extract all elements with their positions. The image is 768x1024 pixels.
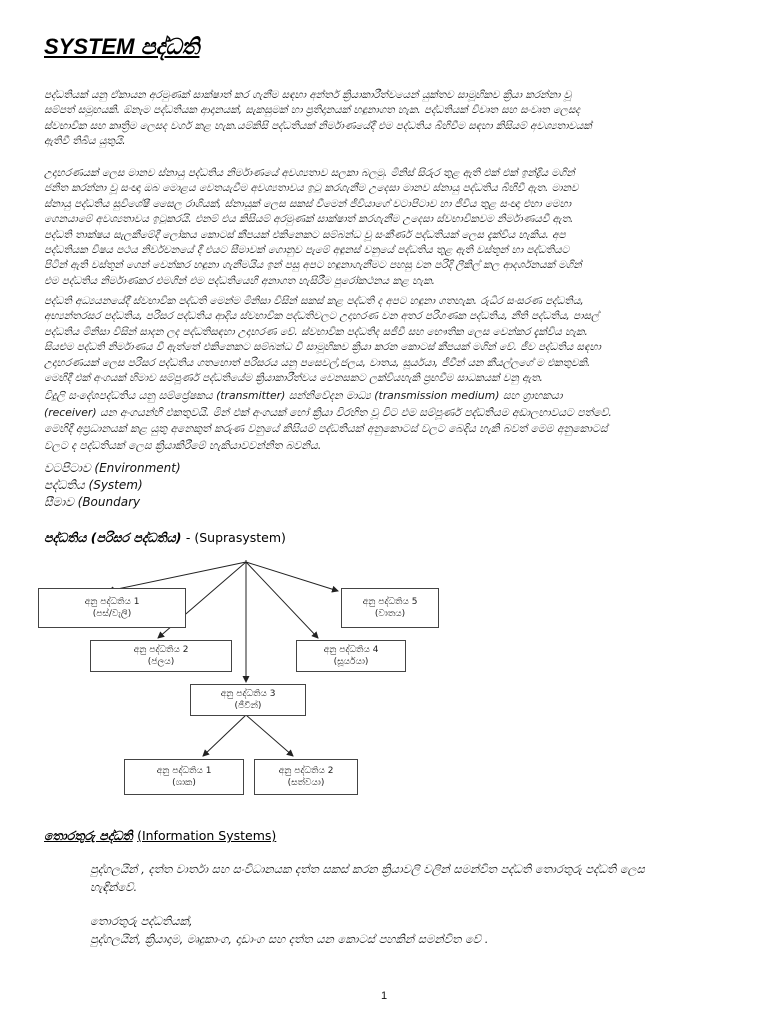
sub-subsystem-box-2: අනු පද්ධතිය 2 (සත්වයා) (254, 759, 358, 795)
paragraph-telecom-system: විදුලි සංදේශපද්ධතිය යනු සම්ප්‍රේෂකය (transmitter) සන්නිවේදන මාධ්‍ය (transmission medium) සහ ග්‍රාහකයා (receiver) යන අංගයන්හි එකතුවයි. මින් එක් අංගයක් හෝ ක්‍රියා විරහිත වූ විට එම සම්පූර්ණ පද්ධතියම අඩාලභාවයට පත්වේ. මෙහිදී අප්‍රධානයක් කළ යුතු අනෙකුත් කරුණ වනුයේ කිසියම් පද්ධතියක් අනුකොටස් වලට බෙදිය හැකි බවත් මෙම අනුකොටස් වලට ද පද්ධතියක් ලෙස ක්‍රියාකිරීමේ හැකියාවවන්නිත බවනිය. (44, 389, 612, 452)
page-number: 1 (380, 990, 388, 1002)
subsystem-box-4: අනු පද්ධතිය 4 (සූර්යයා) (296, 640, 406, 672)
suprasystem-heading: පද්ධතිය (පරිසර පද්ධතිය) - (Suprasystem) (44, 530, 286, 545)
subsystem-box-3: අනු පද්ධතිය 3 (ජීවීන්) (190, 684, 306, 716)
paragraph-nervous-system-example: උදාහරණයක් ලෙස මානව ස්නායු පද්ධතිය නිර්මාණයේ අවශ්‍යතාව සලකා බලමු. මිනිස් සිරුර තුළ ඇති එක් එක් ඉන්ද්‍රිය මගින් ජනිත කරන්නා වූ සංඥා ඔබ මොළය වෙතයැවීම අවශ්‍යතාවය ඉටු කරගැනීම උදෙසා මානව ස්නායු පද්ධතිය බිහිවී ඇත. මානව ස්නායු පද්ධතිය සුවිශේෂී සෛල රාශියක්, ස්නායුක් ලෙස සකස් වීමෙන් ජීවියාගේ වටාපිටාව හා ජීවිය තුළ සංඥා එහා මෙහා ගෙනයාමේ අවශ්‍යතාවය ඉටුකරයි. එනම් එය කිසියම් අරමුණක් සාක්ෂාත් කරගැනීම උදෙසා ස්වභාවිකවම නිර්මාණයවී ඇත. පද්ධති තාක්ෂය සැලකීමේදී ලෝකය කොටස් කීපයක් එකිනෙකට සම්බන්ධ වූ සංකීර්ණ පද්ධතියක් ලෙස දැක්විය හැකිය. අප පද්ධතියක විෂය පථය නිර්වචනයේ දී එයට සීමාවක් ගොනුව පැමේ අඳුනස් වනුයේ පද්ධතිය තුළ ඇති වස්තූන් හා පද්ධතියට පිටින් ඇති වස්තූන් ගෙන් වෙන්කර හඳුනා ගැනීමයිය ඉන් පසු අපට හඳුනාගැනීමට පහසු වන පරිදි ලීකිල් කල ආදර්ශනයක් මගින් එම පද්ධතිය නිර්මාණකර එමගින් එම පද්ධතියෙහි අනාගත හැසිරීම පුරෝකථනය කළ හැක. (44, 167, 582, 287)
sub-subsystem-box-1: අනු පද්ධතිය 1 (ශාක) (124, 759, 244, 795)
paragraph-natural-systems: පද්ධති අධ්‍යයනයේදී ස්වභාවික පද්ධති මෙන්ම මිනිසා විසින් සකස් කළ පද්ධති ද අපට හඳුනා ගතහැක. රුධිර සංසරණ පද්ධතිය, අභ්‍යන්තරසර පද්ධතිය, පරිසර පද්ධතිය ආදිය ස්වභාවික පද්ධතිවලට උදාහරණ වන අතර පරිගණක පද්ධතිය, නීති පද්ධතිය, පාසල් පද්ධතිය මිනිසා විසින් සාදන ලද පද්ධතිසඳහා උදාහරණ වේ. ස්වභාවික පද්ධතිද සජීවී සහ භෞතික ලෙස වෙන්කර දැක්විය හැක. සියළුම පද්ධති නිර්මාණය වී ඇත්තේ එකිනෙකට සම්බන්ධ වී සාමූහිකව ක්‍රියා කරන කොටස් කීපයක් මගින් වේ. ජීව පද්ධතිය සඳහා උදාහරණයක් ලෙස පරිසර පද්ධතිය ගතහොත් පරිසරය යනු පසෙවල්,ජලය, වාතය, සූර්යයා, ජීවීන් යන කීයල්ලගේ ම එකතුවකි. මෙහිදී එක් අංගයක් හිමාව සම්පූර්ණ පද්ධතියේම ක්‍රියාකාරීත්වය වෙනසකට ලක්වියහැකි ප්‍රභවීම සාධකයක් වනු ඇත. (44, 295, 601, 385)
term-boundary: සීමාව (Boundary (44, 495, 141, 509)
subsystem-box-2: අනු පද්ධතිය 2 (ජලය) (90, 640, 232, 672)
information-systems-heading: තොරතුරු පද්ධති (Information Systems) (44, 828, 277, 843)
page-title: SYSTEM පද්ධති (44, 34, 200, 59)
subsystem-box-5: අනු පද්ධතිය 5 (වාතය) (341, 588, 439, 628)
term-system: පද්ධතිය (System) (44, 478, 143, 492)
suprasystem-diagram (38, 558, 438, 808)
paragraph-system-definition: පද්ධතියක් යනු ඒකායන අරමුණක් සාක්ෂාත් කර ගැනීම සඳහා අන්තර් ක්‍රියාකාරීත්වයෙන් යුක්තව සාමූහිකව ක්‍රියා කරන්නා වූ සම්පත් සමූහයකි. ඕනෑම පද්ධතියක ආදානයක්, සැකසුමක් හා ප්‍රතිදානයක් හඳුනාගත හැක. පද්ධතියක් විවෘත සහ සංවෘත ලෙසද ස්වභාවික සහ කෘත්‍රිම ලෙසද වර්ග කළ හැක.යම්කිසි පද්ධතියක් නිර්මාණයේදී එම පද්ධතිය බිහිවීම සඳහා කිසියම් අවශ්‍යතාවයක් ඇතිවී තිබිය යුතුයි. (44, 89, 592, 148)
information-systems-components: තොරතුරු පද්ධතියක්, පුද්ගලයින්, ක්‍රියාදාම, මෘදුකාංග, දෘඩාංග සහ දත්ත යන කොටස් පහකින් සමන්විත වේ . (90, 914, 489, 946)
subsystem-box-1: අනු පද්ධතිය 1 (පස්/වැලි) (38, 588, 186, 628)
information-systems-definition: පුද්ගලයින් , දත්ත වාර්තා සහ සංවිධානයක දත්ත සකස් කරන ක්‍රියාවලි වලින් සමන්විත පද්ධති තොරතුරු පද්ධති ලෙස හැඳින්වේ. (90, 862, 645, 894)
term-environment: වටපිටාව (Environment) (44, 461, 181, 475)
terms-list (44, 460, 181, 511)
